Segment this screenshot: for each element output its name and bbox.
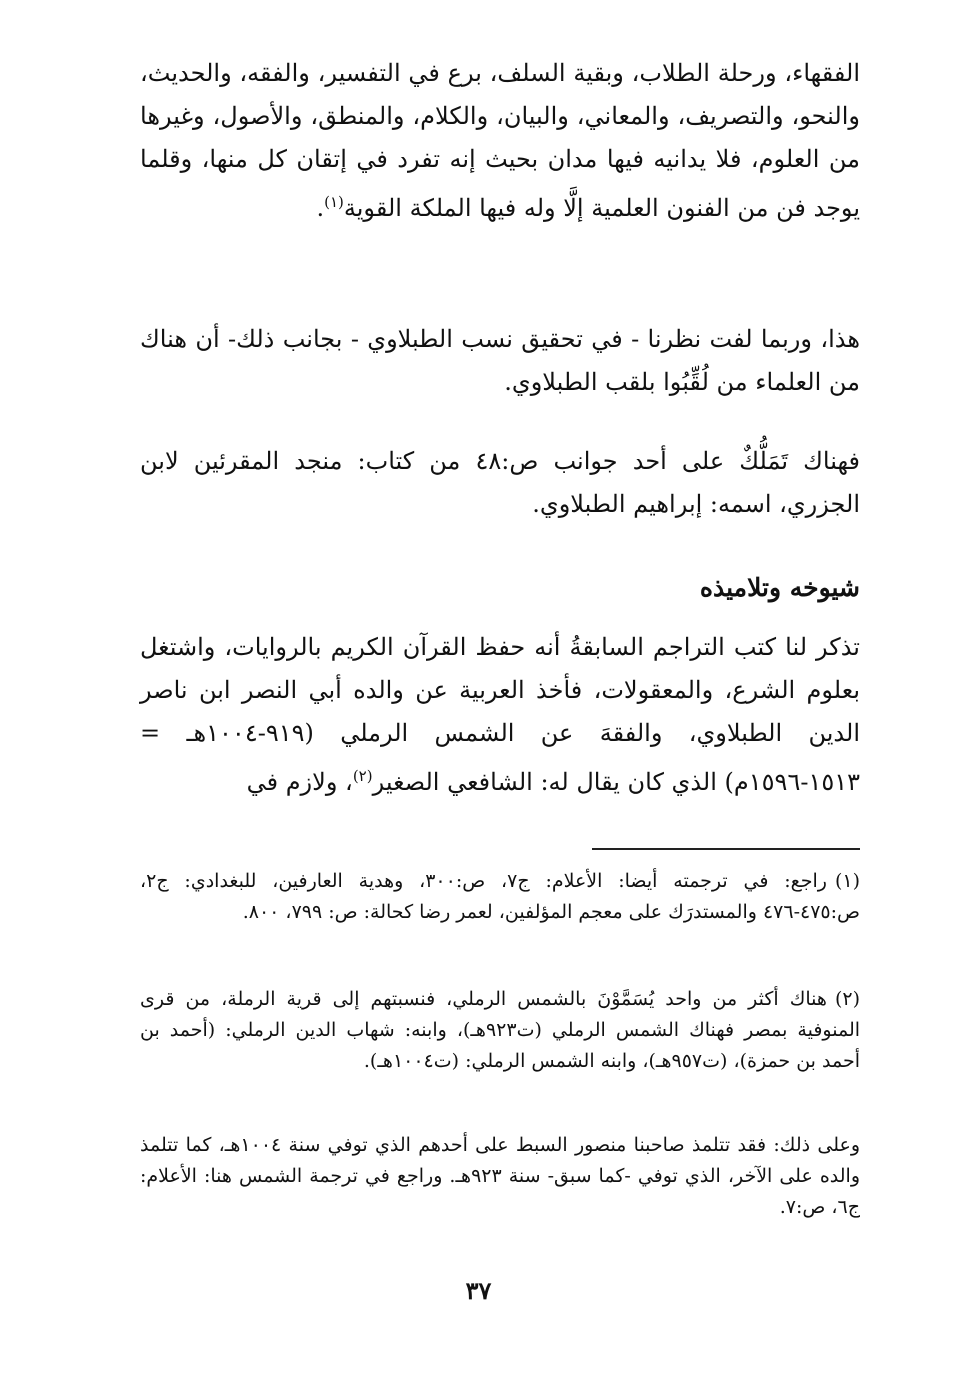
footnote-number: (٢) [834,988,860,1010]
footnote-number: (١) [834,870,861,892]
paragraph-text: هذا، وربما لفت نظرنا - في تحقيق نسب الطبلاوي - بجانب ذلك- أن هناك من العلماء من لُقِّبُوا بلقب الطبلاوي. [140,325,861,396]
paragraph-text: الفقهاء، ورحلة الطلاب، وبقية السلف، برع في التفسير، والفقه، والحديث، والنحو، والتصريف، والمعاني، والبيان، والكلام، والمنطق، والأصول، وغيرها من العلوم، فلا يدانيه فيها مدان بحيث إنه تفرد في إتقان كل منها، وقلما يوجد فن من الفنون العلمية إلَّا وله فيها الملكة القوية [140,59,860,222]
paragraph-teachers [140,626,860,804]
paragraph-lineage-note [140,318,860,404]
paragraph-text: فهناك تَمَلُّكٌ على أحد جوانب ص:٤٨ من كتاب: منجد المقرئين لابن الجزري، اسمه: إبراهيم الطبلاوي. [140,447,860,518]
paragraph-ownership-note [140,440,860,526]
page-number: ٣٧ [465,1276,492,1305]
footnote-text: هناك أكثر من واحد يُسَمَّوْنَ بالشمس الرملي، فنسبتهم إلى قرية الرملة، من قرى المنوفية بمصر فهناك الشمس الرملي (ت٩٢٣هـ)، وابنه: شهاب الدين الرملي: (أحمد بن أحمد بن حمزة)، (ت٩٥٧هـ)، وابنه الشمس الرملي: (ت١٠٠٤هـ). [140,988,861,1072]
paragraph-text-continued: ، ولازم في [246,768,353,796]
section-heading: شيوخه وتلاميذه [699,573,860,602]
paragraph-scholar-praise [140,52,860,230]
footnote-2-continuation [140,1130,860,1223]
footnote-1 [140,866,860,928]
paragraph-text: تذكر لنا كتب التراجم السابقةُ أنه حفظ القرآن الكريم بالروايات، واشتغل بعلوم الشرع، والمعقولات، فأخذ العربية عن والده أبي النصر ابن ناصر الدين الطبلاوي، والفقهَ عن الشمس الرملي (٩١٩-١٠٠٤هـ = ١٥١٣-١٥٩٦م) الذي كان يقال له: الشافعي الصغير [140,633,860,796]
paragraph-end: . [316,194,325,222]
footnote-text: وعلى ذلك: فقد تتلمذ صاحبنا منصور السبط على أحدهم الذي توفي سنة ١٠٠٤هـ، كما تتلمذ والده على الآخر، الذي توفي -كما سبق- سنة ٩٢٣هـ. وراجع في ترجمة الشمس هنا: الأعلام: ج٦، ص:٧. [140,1134,861,1218]
footnote-separator [592,848,860,850]
footnote-text: راجع: في ترجمته أيضا: الأعلام: ج٧، ص:٣٠٠، وهدية العارفين، للبغدادي: ج٢، ص:٤٧٥-٤٧٦ والمستدرَك على معجم المؤلفين، لعمر رضا كحالة: ص: ٧٩٩، ٨٠٠. [140,870,860,923]
footnote-ref-1: (١) [324,193,344,211]
footnote-ref-2: (٢) [352,767,373,785]
footnote-2 [140,984,860,1077]
